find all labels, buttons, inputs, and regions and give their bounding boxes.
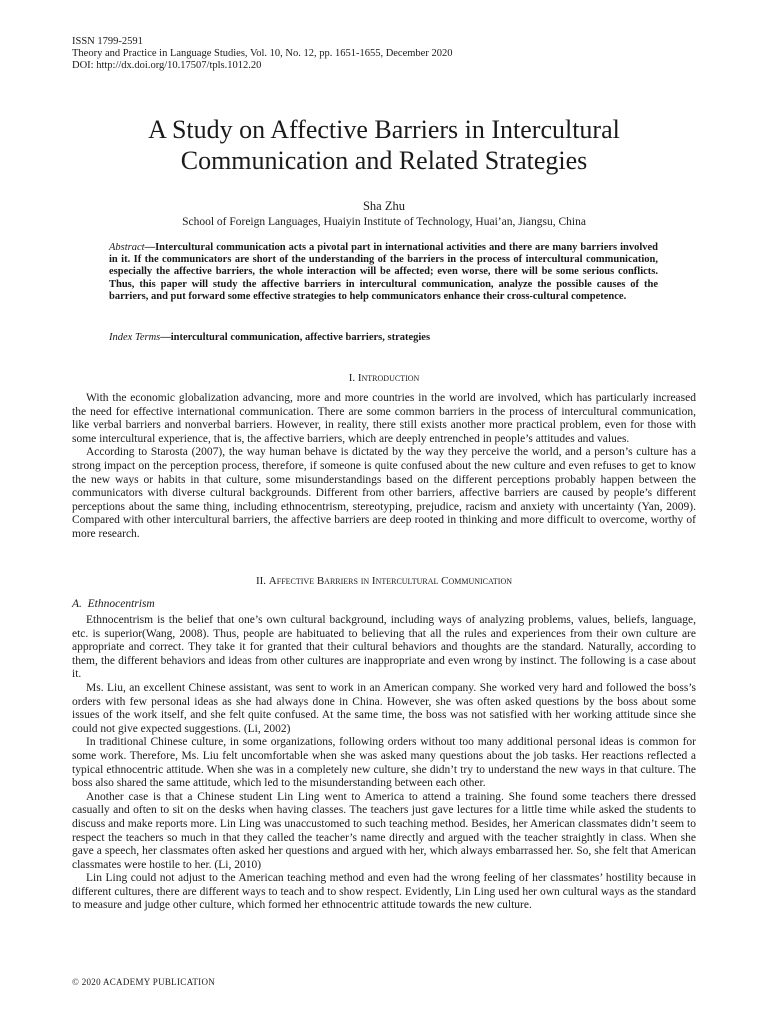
- title-line-1: A Study on Affective Barriers in Intercultural: [148, 115, 620, 144]
- page-footer: © 2020 ACADEMY PUBLICATION: [72, 977, 216, 987]
- subsection-label: A.: [72, 598, 82, 610]
- paragraph: In traditional Chinese culture, in some organizations, following orders without too many additional personal ideas is common for some work. Therefore, Ms. Liu felt uncomfortable when she was asked many questions about the job tasks. Her reactions reflected a typical ethnocentric attitude. When she was in a completely new culture, she didn’t try to understand the new ways in that culture. The boss also shared the same attitude, which led to the misunderstanding between each other.: [72, 736, 696, 790]
- section-heading-affective-barriers: [60, 575, 708, 587]
- subsection-heading-ethnocentrism: [72, 598, 155, 610]
- index-terms-text: —intercultural communication, affective barriers, strategies: [160, 332, 431, 343]
- section-number: I.: [348, 372, 356, 384]
- section-title: Affective Barriers in Intercultural Communication: [268, 575, 513, 587]
- paragraph: Ethnocentrism is the belief that one’s own cultural background, including ways of analyzing problems, values, beliefs, language, etc. is superior(Wang, 2008). Thus, people are habituated to believing that all the rules and experiences from their own culture are appropriate and correct. They take it for granted that their cultural behaviors and thoughts are the standard. Naturally, according to them, the different behaviors and ideas from other cultures are inappropriate and even wrong by instinct. The following is a case about it.: [72, 614, 696, 681]
- subsection-title: Ethnocentrism: [87, 598, 155, 610]
- journal-header: [72, 36, 452, 72]
- section-heading-introduction: [60, 372, 708, 384]
- index-terms-label: Index Terms: [109, 332, 161, 343]
- doi-link[interactable]: DOI: http://dx.doi.org/10.17507/tpls.1012.20: [72, 60, 262, 71]
- section-number: II.: [255, 575, 267, 587]
- section-title: Introduction: [357, 372, 420, 384]
- abstract-label: Abstract: [109, 242, 145, 253]
- ethnocentrism-body: [72, 614, 696, 913]
- author-name: Sha Zhu: [362, 199, 405, 213]
- abstract-text: —Intercultural communication acts a pivotal part in international activities and there are many barriers involved in it. If the communicators are short of the understanding of the barriers in the process of intercultural communication, especially the affective barriers, the whole interaction will be affected; even worse, there will be some serious conflicts. Thus, this paper will study the affective barriers in intercultural communication, analyze the possible causes of the barriers, and put forward some effective strategies to help communicators enhance their cross-cultural competence.: [109, 242, 658, 302]
- abstract: [109, 242, 658, 303]
- author-affiliation: School of Foreign Languages, Huaiyin Institute of Technology, Huai’an, Jiangsu, China: [182, 216, 586, 228]
- paragraph: Another case is that a Chinese student Lin Ling went to America to attend a training. She found some teachers there dressed casually and often to sit on the desks when having classes. The teachers just gave lectures for a little time while asked the students to discuss and make reports more. Lin Ling was unaccustomed to such teaching method. Besides, her American classmates didn’t seem to respect the teachers so much in that they called the teacher’s name directly and argued with the teacher straightly in class. When she gave a speech, her classmates often asked her questions and argued with her, which always embarrassed her. So, she felt that American classmates were hostile to her. (Li, 2010): [72, 790, 696, 871]
- introduction-body: [72, 392, 696, 542]
- title-line-2: Communication and Related Strategies: [180, 146, 588, 175]
- paragraph: With the economic globalization advancing, more and more countries in the world are involved, which has particularly increased the need for effective international communication. There are some common barriers in the process of intercultural communication, like verbal barriers and nonverbal barriers. However, in reality, there still exists another more practical problem, even for those with some intercultural experience, that is, the affective barriers, which are deeply entrenched in people’s attitudes and values.: [72, 392, 696, 445]
- issn: ISSN 1799-2591: [72, 36, 143, 47]
- paragraph: Ms. Liu, an excellent Chinese assistant, was sent to work in an American company. She worked very hard and followed the boss’s orders with few personal ideas as she had always done in China. However, she was often asked questions by the boss about some issues of the work itself, and she felt quite confused. At the same time, the boss was not satisfied with her working attitude since she could not give expected suggestions. (Li, 2002): [72, 681, 696, 735]
- paragraph: According to Starosta (2007), the way human behave is dictated by the way they perceive the world, and a person’s culture has a strong impact on the perception process, therefore, if someone is quite confused about the new culture and even refuses to get to know the new ways or habits in that culture, some misunderstandings based on the different perceptions probably happen between the communicators with diverse cultural backgrounds. Different from other barriers, affective barriers are caused by people’s different perceptions about the same thing, including ethnocentrism, stereotyping, prejudice, racism and anxiety with uncertainty (Yan, 2009). Compared with other intercultural barriers, the affective barriers are deep rooted in thinking and more difficult to overcome, worthy of more research.: [72, 446, 696, 540]
- paragraph: Lin Ling could not adjust to the American teaching method and even had the wrong feeling of her classmates’ hostility because in different cultures, there are different ways to teach and to show respect. Evidently, Lin Ling used her own cultural ways as the standard to measure and judge other culture, which formed her ethnocentric attitude towards the new culture.: [72, 872, 696, 912]
- paper-title: [60, 114, 708, 176]
- index-terms: [109, 332, 658, 343]
- journal-citation: Theory and Practice in Language Studies, Vol. 10, No. 12, pp. 1651-1655, December 2020: [72, 48, 453, 59]
